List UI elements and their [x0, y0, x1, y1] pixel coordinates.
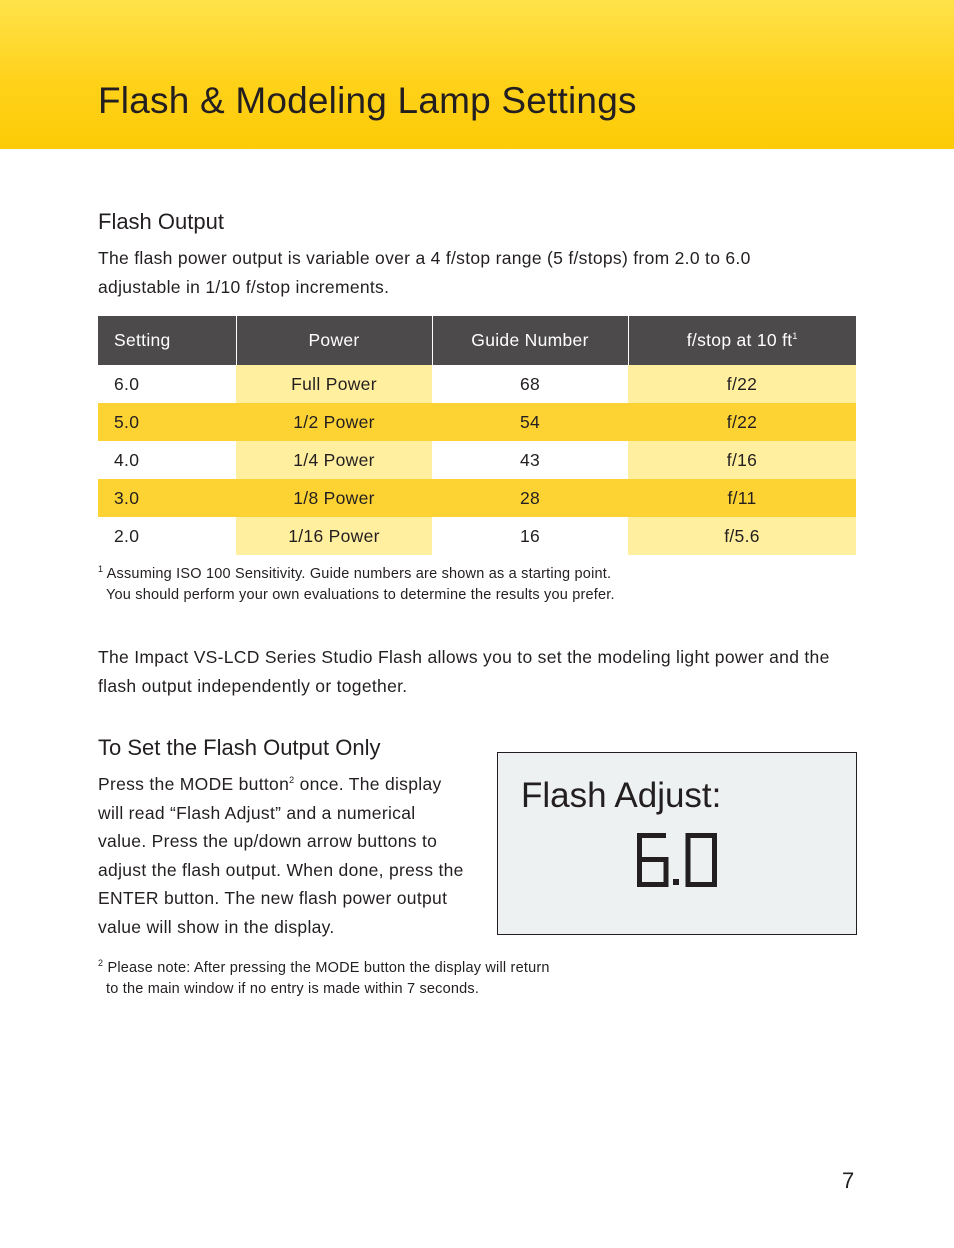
- cell-fstop: f/22: [628, 403, 856, 441]
- mode-footnote: $^2$ Please note: After pressing the MODE button the display will return to the main window if no entry is made within 7 seconds.: [98, 958, 550, 997]
- flash-settings-table: [98, 316, 856, 555]
- lcd-label: Flash Adjust:: [521, 776, 722, 815]
- col-header-setting: Setting: [98, 316, 236, 365]
- set-flash-instructions: Press the MODE button$^2$ once. The display will read “Flash Adjust” and a numerical value. Press the up/down arrow buttons to adjust the flash output. When done, press the ENTER button. The new flash power output value will show in the display.: [98, 774, 464, 937]
- cell-setting: 5.0: [98, 403, 236, 441]
- cell-fstop: f/16: [628, 441, 856, 479]
- col-header-power: Power: [236, 316, 432, 365]
- cell-setting: 3.0: [98, 479, 236, 517]
- cell-guide-number: 28: [432, 479, 628, 517]
- cell-guide-number: 16: [432, 517, 628, 555]
- table-row: [98, 479, 856, 517]
- flash-output-intro: The flash power output is variable over a 4 f/stop range (5 f/stops) from 2.0 to 6.0 adjustable in 1/10 f/stop increments.: [98, 248, 751, 297]
- cell-fstop: f/22: [628, 365, 856, 403]
- table-header-row: [98, 316, 856, 365]
- page-number: 7: [842, 1168, 855, 1193]
- cell-guide-number: 43: [432, 441, 628, 479]
- lcd-digit-six: [640, 836, 667, 885]
- cell-power: 1/16 Power: [236, 517, 432, 555]
- col-header-fstop: f/stop at 10 $ft^1$: [628, 316, 856, 365]
- cell-fstop: f/11: [628, 479, 856, 517]
- lcd-decimal-point: [673, 879, 679, 885]
- header-banner: [0, 0, 954, 149]
- flash-output-heading: Flash Output: [98, 209, 224, 234]
- footnote-mark: 1: [98, 564, 104, 575]
- footnote-mark: 1: [792, 331, 798, 342]
- cell-guide-number: 54: [432, 403, 628, 441]
- footnote-mark: 2: [98, 958, 104, 969]
- cell-fstop: f/5.6: [628, 517, 856, 555]
- cell-power: 1/4 Power: [236, 441, 432, 479]
- cell-setting: 4.0: [98, 441, 236, 479]
- col-header-guide-number: Guide Number: [432, 316, 628, 365]
- cell-setting: 6.0: [98, 365, 236, 403]
- footnote-mark: 2: [289, 775, 295, 786]
- table-row: [98, 403, 856, 441]
- page-title: Flash & Modeling Lamp Settings: [98, 80, 637, 121]
- table-footnote: $^1$ Assuming ISO 100 Sensitivity. Guide numbers are shown as a starting point. You should perform your own evaluations to determine the results you prefer.: [98, 564, 615, 603]
- cell-power: 1/8 Power: [236, 479, 432, 517]
- modeling-intro: The Impact VS-LCD Series Studio Flash allows you to set the modeling light power and the flash output independently or together.: [98, 647, 830, 696]
- table-row: [98, 441, 856, 479]
- table-row: [98, 517, 856, 555]
- lcd-value: [636, 832, 720, 888]
- lcd-digit-zero: [688, 836, 715, 885]
- cell-power: Full Power: [236, 365, 432, 403]
- cell-setting: 2.0: [98, 517, 236, 555]
- lcd-display: [497, 752, 857, 935]
- table-row: [98, 365, 856, 403]
- set-flash-heading: To Set the Flash Output Only: [98, 735, 381, 760]
- cell-power: 1/2 Power: [236, 403, 432, 441]
- cell-guide-number: 68: [432, 365, 628, 403]
